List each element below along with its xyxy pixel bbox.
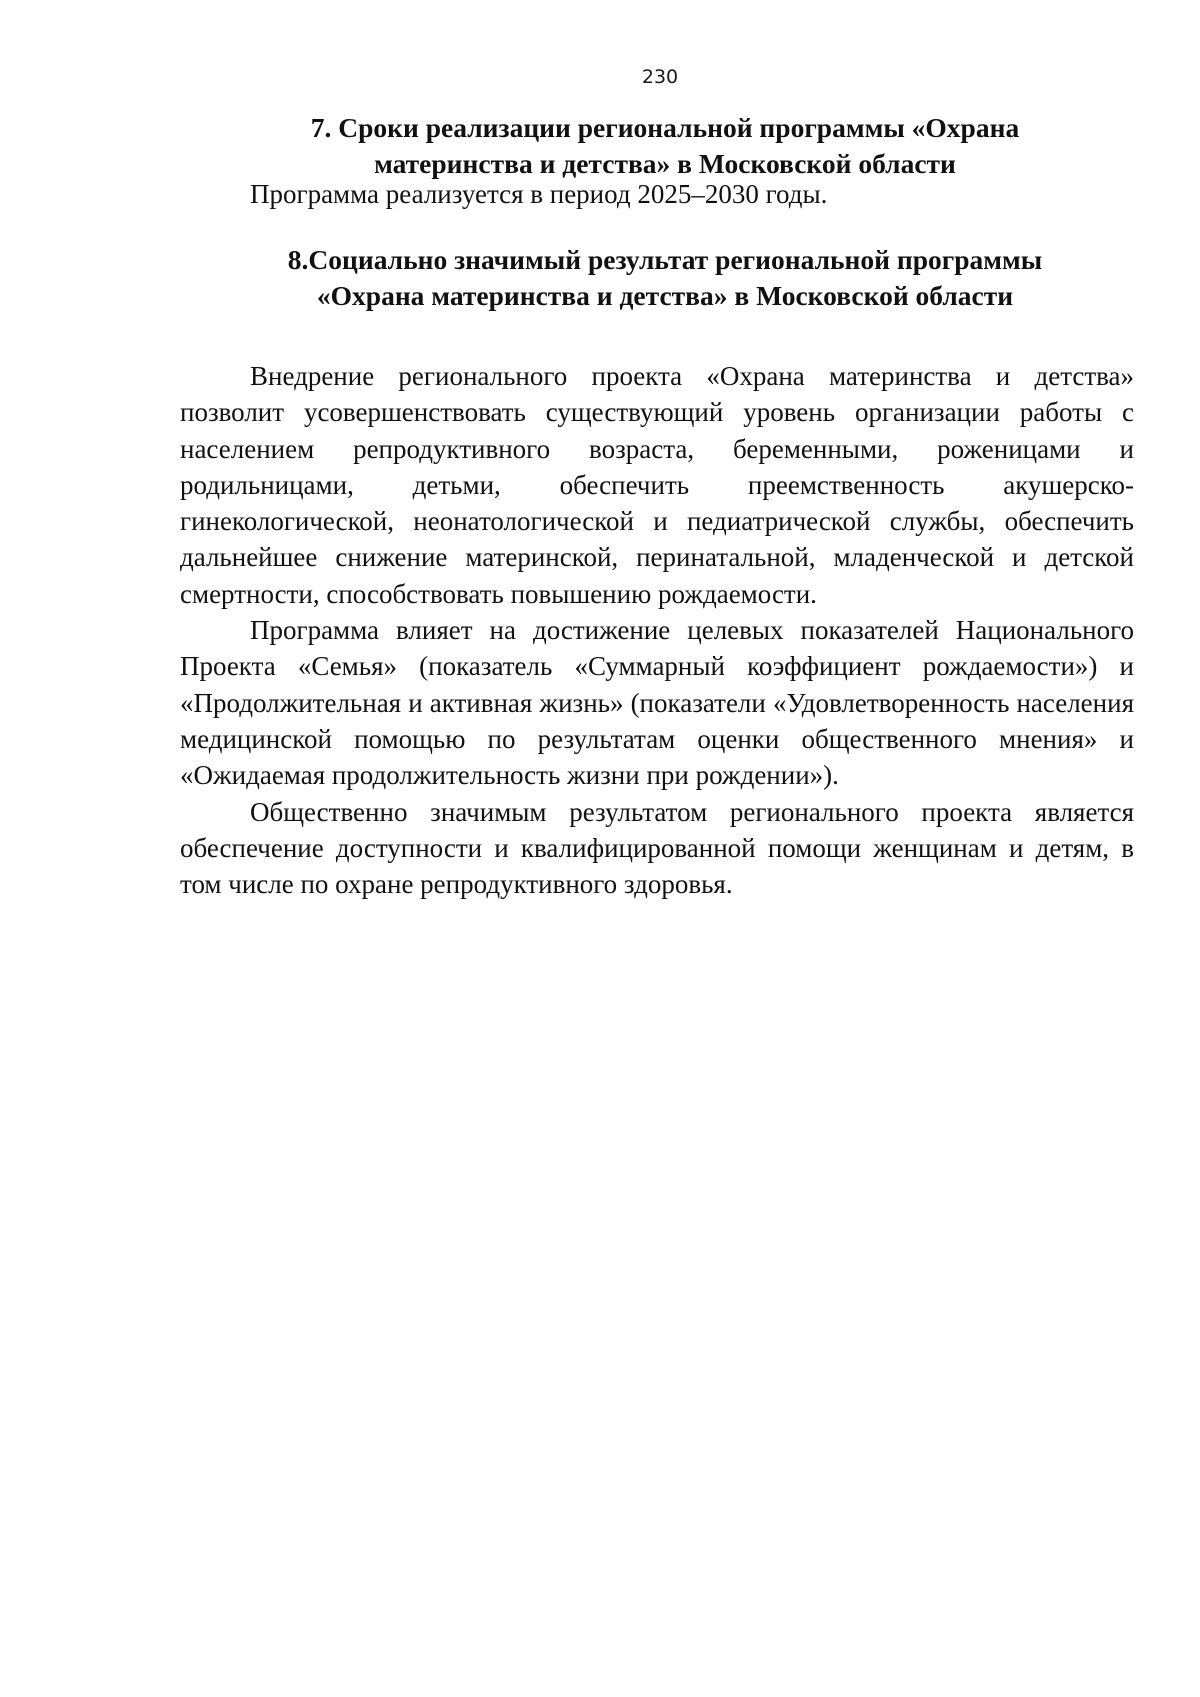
section-7-heading-line-1: 7. Сроки реализации региональной программы «Охрана [310, 112, 1020, 143]
paragraph-national-targets: Программа влияет на достижение целевых показателей Национального Проекта «Семья» (показатель «Суммарный коэффициент рождаемости») и «Продолжительная и активная жизнь» (показатели «Удовлетворенность населения медицинской помощью по результатам оценки общественного мнения» и «Ожидаемая продолжительность жизни при рождении»). [180, 615, 1134, 791]
section-8-heading-line-2: «Охрана материнства и детства» в Московской области [316, 280, 1014, 311]
section-8-heading-line-1: 8.Социально значимый результат региональной программы [287, 244, 1043, 275]
paragraph-social-result: Общественно значимым результатом регионального проекта является обеспечение доступности и квалифицированной помощи женщинам и детям, в том числе по охране репродуктивного здоровья. [180, 796, 1134, 900]
section-8-body [180, 358, 1134, 902]
section-7-heading-line-2: материнства и детства» в Московской области [374, 148, 956, 179]
page-number: 230 [641, 66, 679, 88]
implementation-period-text: Программа реализуется в период 2025–2030 годы. [250, 179, 828, 209]
paragraph-project-impact: Внедрение регионального проекта «Охрана материнства и детства» позволит усовершенствовать существующий уровень организации работы с населением репродуктивного возраста, беременными, роженицами и родильницами, детьми, обеспечить преемственность акушерско-гинекологической, неонатологической и педиатрической службы, обеспечить дальнейшее снижение материнской, перинатальной, младенческой и детской смертности, способствовать повышению рождаемости. [180, 361, 1134, 609]
section-7-heading [180, 110, 1150, 182]
section-8-heading [180, 242, 1150, 314]
